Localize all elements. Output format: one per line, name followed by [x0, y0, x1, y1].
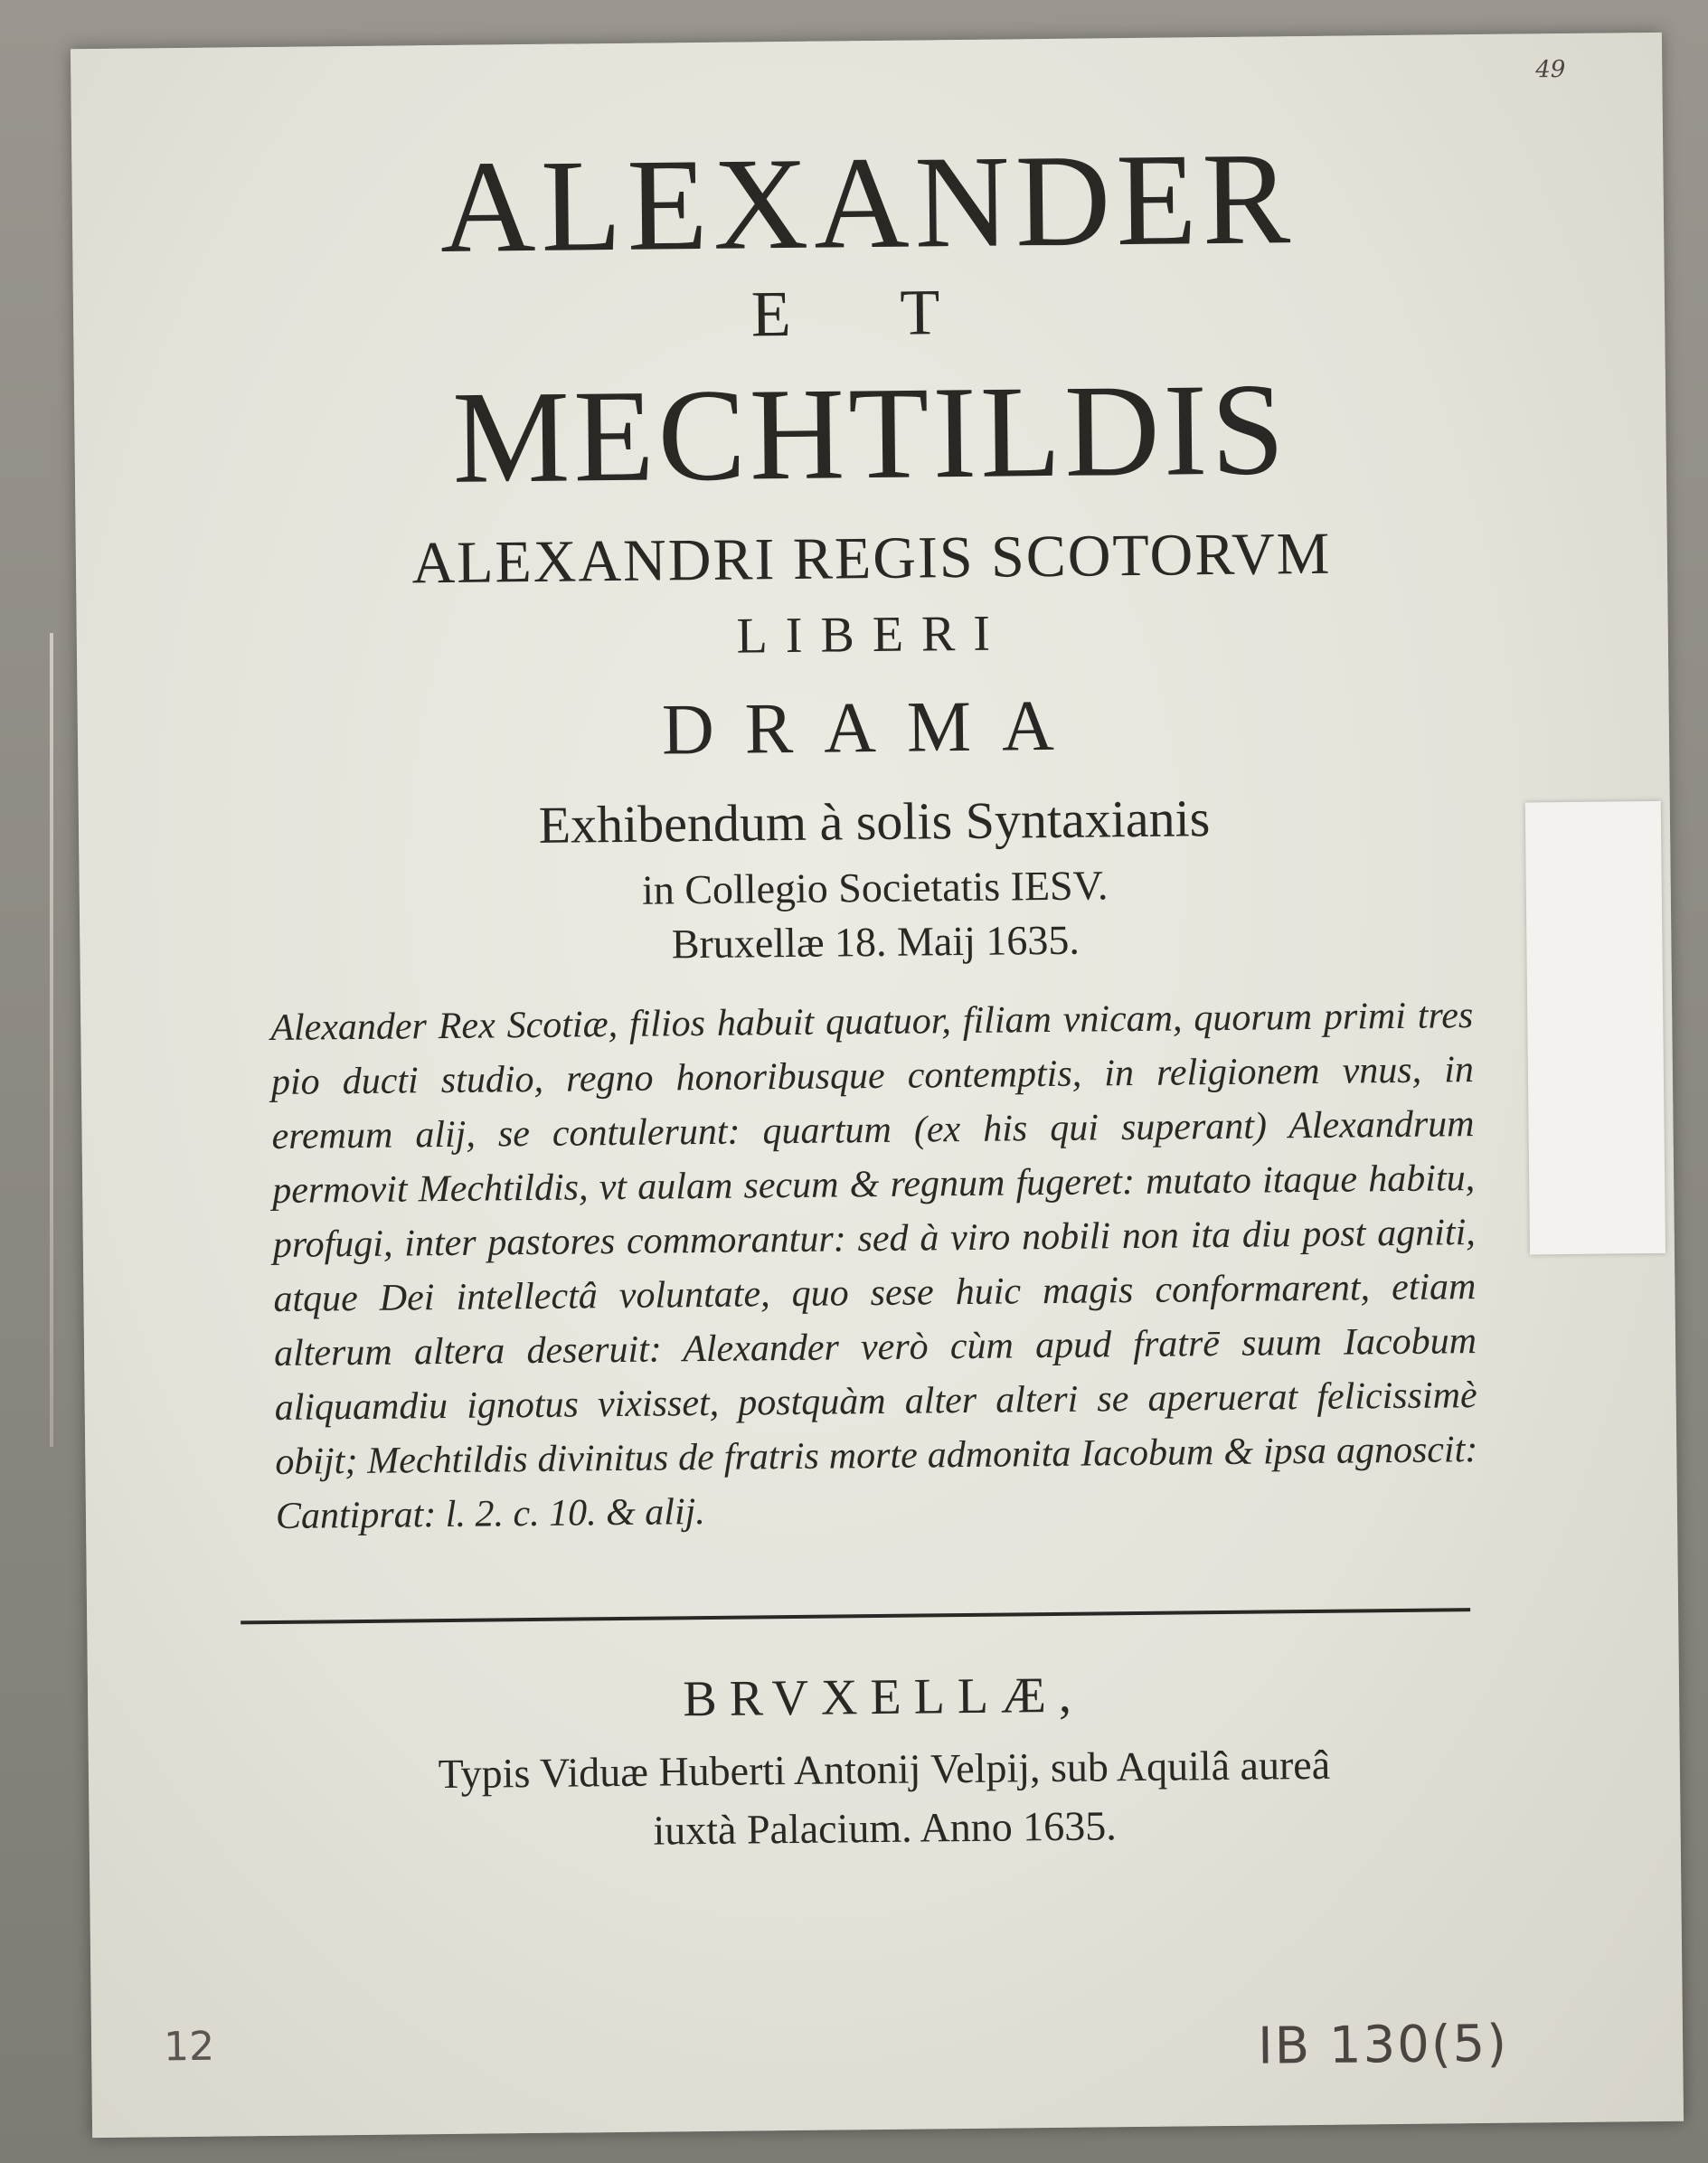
title-alexander: ALEXANDER	[439, 125, 1297, 281]
subtitle-regis: ALEXANDRI REGIS SCOTORVM	[411, 520, 1332, 597]
imprint-city: BRVXELLÆ,	[683, 1667, 1085, 1728]
divider-rule	[241, 1608, 1470, 1624]
printed-page	[71, 33, 1684, 2138]
genre-drama: DRAMA	[661, 685, 1086, 770]
binding-thread	[50, 633, 53, 1447]
subtitle-liberi: LIBERI	[736, 605, 1009, 665]
handwritten-number: 12	[163, 2023, 215, 2071]
imprint-place-year: iuxtà Palacium. Anno 1635.	[653, 1802, 1118, 1854]
title-mechtildis: MECHTILDIS	[451, 355, 1289, 511]
imprint-printer: Typis Viduæ Huberti Antonij Velpij, sub Aquilâ aureâ	[438, 1741, 1331, 1798]
folio-number: 49	[1535, 55, 1566, 84]
venue-line: in Collegio Societatis IESV.	[641, 862, 1109, 913]
date-line: Bruxellæ 18. Maij 1635.	[671, 916, 1080, 968]
argument-paragraph: Alexander Rex Scotiæ, filios habuit quatuor, filiam vnicam, quorum primi tres pio ducti studio, regno honoribusque contemptis, in religionem vnus, in eremum alij, se contulerunt: quartum (ex his qui superant) Alexandrum permovit Mechtildis, vt aulam secum & regnum fugeret: mutato itaque habitu, profugi, inter pastores commorantur: sed à viro nobili non ita diu post agniti, atque Dei intellectâ voluntate, quo sese huic magis conformarent, etiam alterum altera deseruit: Alexander verò cùm apud fratrē suum Iacobum aliquamdiu ignotus vixisset, postquàm alter alteri se aperuerat felicissimè obijt; Mechtildis divinitus de fratris morte admonita Iacobum & ipsa agnoscit: Cantiprat: l. 2. c. 10. & alij.	[270, 995, 1478, 1537]
handwritten-shelfmark: IB 130(5)	[1257, 2014, 1509, 2076]
title-et: E T	[750, 275, 987, 351]
performance-line: Exhibendum à solis Syntaxianis	[538, 789, 1211, 855]
